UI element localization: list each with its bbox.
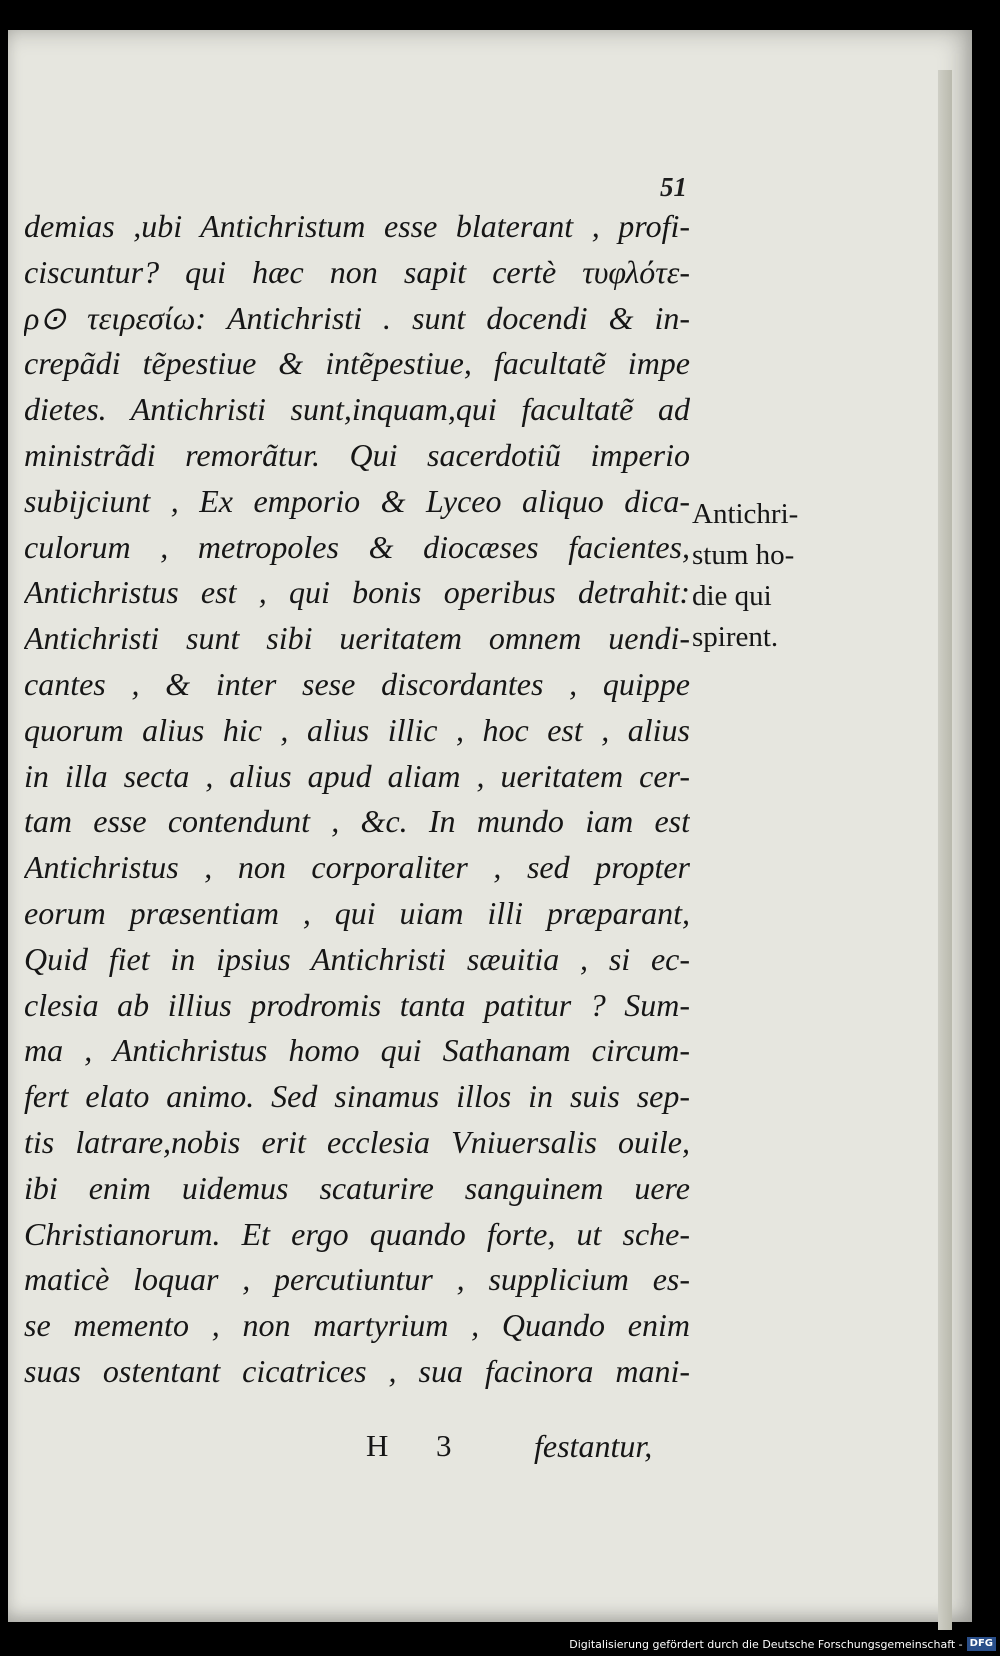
text-line: eorum præsentiam , qui uiam illi præparant, [24, 894, 690, 931]
text-line: demias ,ubi Antichristum esse blaterant , profi- [24, 208, 690, 244]
marginal-note-line: die qui [692, 580, 772, 612]
text-line: maticè loquar , percutiuntur , supplicium es- [24, 1261, 690, 1298]
text-line: quorum alius hic , alius illic , hoc est , alius [24, 711, 690, 748]
text-line: tis latrare,nobis erit ecclesia Vniuersalis ouile, [24, 1123, 690, 1160]
text-line: tam esse contendunt , &c. In mundo iam est [24, 803, 690, 840]
text-line: ibi enim uidemus scaturire sanguinem uere [24, 1169, 690, 1206]
page-edge [938, 70, 952, 1630]
credit-text: Digitalisierung gefördert durch die Deutsche Forschungsgemeinschaft - [569, 1637, 963, 1651]
text-line: Antichristus , non corporaliter , sed propter [24, 849, 690, 886]
signature-number: 3 [436, 1428, 452, 1463]
text-line: Quid fiet in ipsius Antichristi sæuitia , si ec- [24, 940, 690, 977]
text-line: cantes , & inter sese discordantes , quippe [24, 665, 690, 702]
signature-mark: H [366, 1428, 389, 1463]
text-line: crepãdi tẽpestiue & intẽpestiue, facultatẽ impe [24, 345, 690, 382]
text-line: fert elato animo. Sed sinamus illos in suis sep- [24, 1078, 690, 1115]
text-line: Antichristi sunt sibi ueritatem omnem uendi- [24, 620, 690, 657]
marginal-note-line: Antichri- [692, 498, 799, 530]
text-line: ministrãdi remorãtur. Qui sacerdotiũ imperio [24, 436, 690, 473]
book-page [8, 30, 972, 1622]
text-line: Antichristus est , qui bonis operibus detrahit: [24, 574, 690, 611]
marginal-note [692, 494, 798, 658]
text-line: ma , Antichristus homo qui Sathanam circum- [24, 1032, 690, 1069]
text-line: Christianorum. Et ergo quando forte, ut sche- [24, 1215, 690, 1252]
text-line: subijciunt , Ex emporio & Lyceo aliquo dica- [24, 482, 690, 519]
marginal-note-line: spirent. [692, 621, 779, 653]
body-text [24, 204, 690, 1395]
page-footer [8, 1428, 708, 1478]
text-line: ρ⊙ τειρεσίω: Antichristi . sunt docendi & in- [24, 299, 690, 336]
text-line: in illa secta , alius apud aliam , ueritatem cer- [24, 757, 690, 794]
text-line: suas ostentant cicatrices , sua facinora mani- [24, 1352, 690, 1389]
text-line: clesia ab illius prodromis tanta patitur ? Sum- [24, 986, 690, 1023]
text-line: culorum , metropoles & diocæses facientes, [24, 528, 690, 565]
dfg-logo: DFG [967, 1637, 996, 1651]
digitization-credit [569, 1636, 996, 1652]
marginal-note-line: stum ho- [692, 539, 795, 571]
text-line: dietes. Antichristi sunt,inquam,qui facultatẽ ad [24, 391, 690, 428]
catchword: festantur, [534, 1428, 653, 1464]
text-line: se memento , non martyrium , Quando enim [24, 1307, 690, 1344]
text-line: ciscuntur? qui hæc non sapit certè τυφλότε- [24, 253, 690, 290]
page-number: 51 [660, 172, 687, 202]
